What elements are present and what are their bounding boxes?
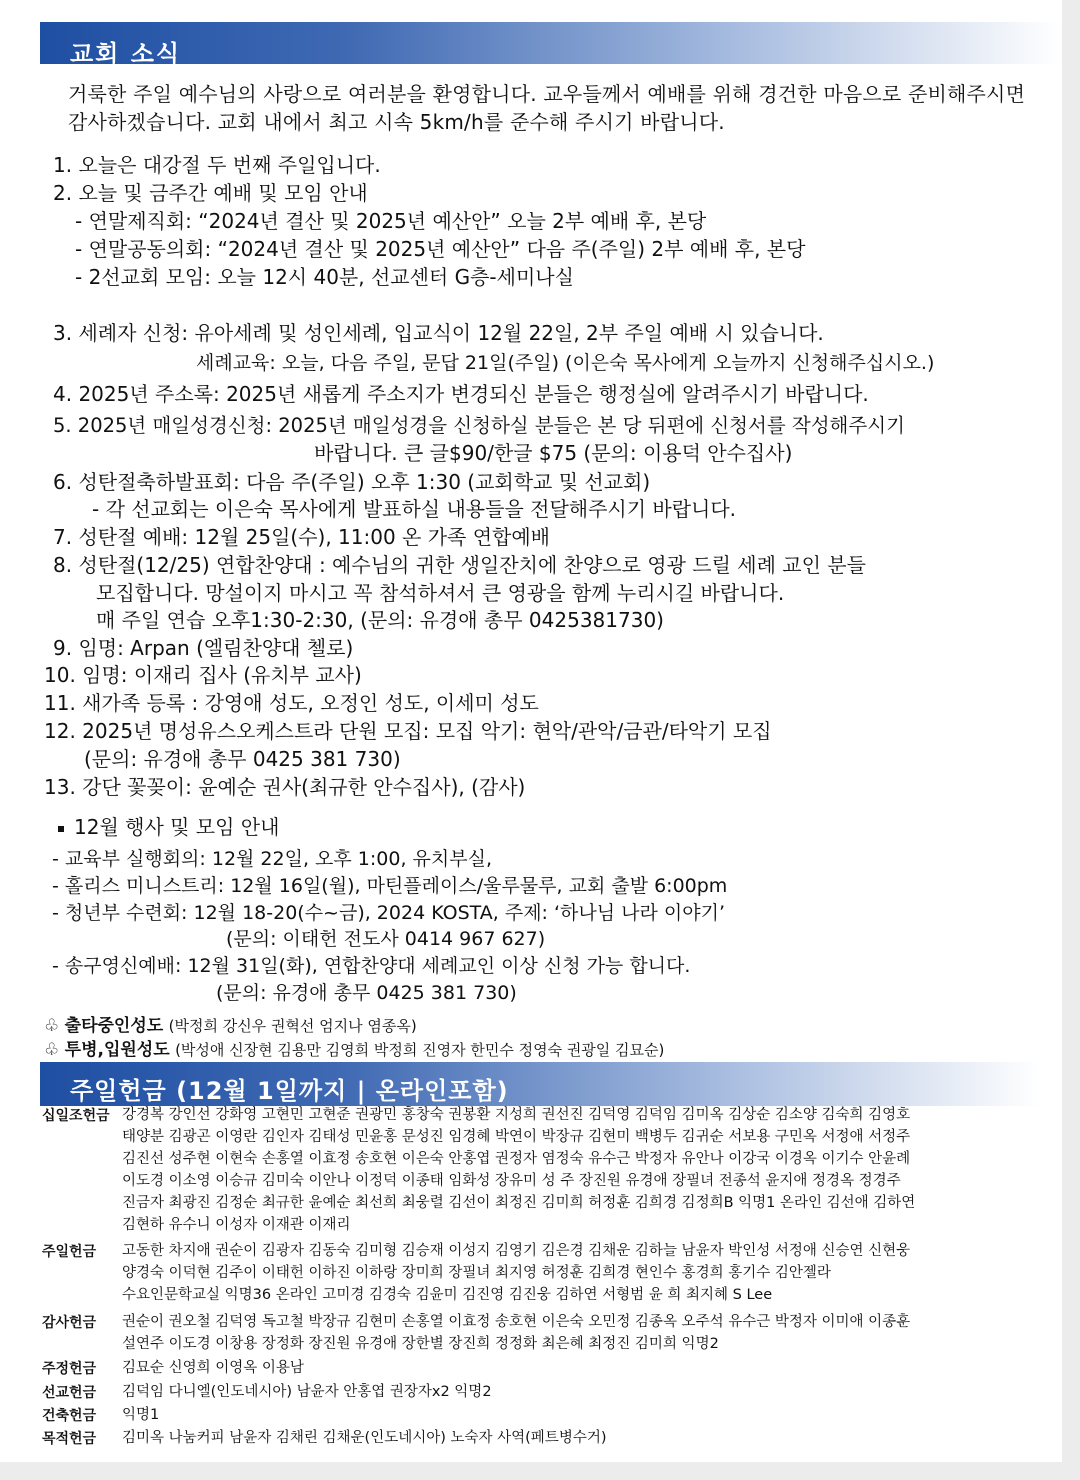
news-item-1: 1. 오늘은 대강절 두 번째 주일입니다. [53,153,381,177]
offering-title: 주일헌금 (12월 1일까지 | 온라인포함) [70,1077,509,1105]
offering-label-tithe: 십일조헌금 [42,1108,110,1124]
offering-names-line: 김진선 성주현 이현숙 손홍열 이효정 송호현 이은숙 안홍엽 권정자 염정숙 유수근 박정자 유안나 이강국 이경옥 이기수 안윤례 [122,1151,911,1167]
offering-names-line: 이도경 이소영 이승규 김미숙 이안나 이정덕 이종태 임화성 장유미 성 주 장진원 유경애 장필녀 전종석 윤지애 정경옥 정경주 [122,1173,901,1189]
offering-names-line: 설연주 이도경 이창용 장정화 장진원 유경애 장한별 장진희 정정화 최은혜 최정진 김미희 익명2 [122,1336,719,1352]
prayer-travel-names: (박정희 강신우 권혁선 엄지나 염종옥) [168,1017,417,1035]
event-4: - 송구영신예배: 12월 31일(화), 연합찬양대 세례교인 이상 신청 가능 합니다. [52,955,691,977]
news-title: 교회 소식 [70,40,182,68]
prayer-travel [44,1013,417,1039]
news-item-10: 10. 임명: 이재리 집사 (유치부 교사) [44,663,362,687]
offering-names-line: 김현하 유수니 이성자 이재관 이재리 [122,1217,351,1233]
square-bullet-icon [58,826,64,832]
offering-names-line: 태양분 김광곤 이영란 김인자 김태성 민윤홍 문성진 임경혜 박연이 박장규 김현미 백병두 김귀순 서보용 구민옥 서정애 서정주 [122,1129,911,1145]
news-item-4: 4. 2025년 주소록: 2025년 새롭게 주소지가 변경되신 분들은 행정실에 알려주시기 바랍니다. [53,382,869,406]
offering-header-banner [40,1062,1040,1106]
news-item-2: 2. 오늘 및 금주간 예배 및 모임 안내 [53,181,368,205]
news-item-13: 13. 강단 꽃꽂이: 윤예순 권사(최규한 안수집사), (감사) [44,775,526,799]
event-1: - 교육부 실행회의: 12월 22일, 오후 1:00, 유치부실, [52,848,492,870]
news-header-banner [40,22,1060,68]
offering-label-fixed: 주정헌금 [42,1361,97,1377]
news-item-5: 5. 2025년 매일성경신청: 2025년 매일성경을 신청하실 분들은 본 당 뒤편에 신청서를 작성해주시기 [53,414,905,437]
news-item-2c: - 2선교회 모임: 오늘 12시 40분, 선교센터 G층-세미나실 [75,265,574,289]
news-item-5-cont: 바랍니다. 큰 글$90/한글 $75 (문의: 이용덕 안수집사) [314,441,793,465]
clover-icon: ♧ [44,1016,60,1036]
offering-names-line: 권순이 권오철 김덕영 독고철 박장규 김현미 손홍열 이효정 송호현 이은숙 오민정 김종옥 오주석 유수근 박정자 이미애 이종훈 [122,1314,911,1330]
clover-icon: ♧ [44,1040,60,1060]
offering-label-building: 건축헌금 [42,1408,97,1424]
news-item-6-cont: - 각 선교회는 이은숙 목사에게 발표하실 내용들을 전달해주시기 바랍니다. [92,497,737,521]
news-item-12-cont: (문의: 유경애 총무 0425 381 730) [84,747,401,771]
news-item-11: 11. 새가족 등록 : 강영애 성도, 오정인 성도, 이세미 성도 [44,691,539,715]
news-item-2b: - 연말공동의회: “2024년 결산 및 2025년 예산안” 다음 주(주일) 2부 예배 후, 본당 [75,237,806,261]
event-4-contact: (문의: 유경애 총무 0425 381 730) [216,982,517,1004]
offering-names-line: 고동한 차지애 권순이 김광자 김동숙 김미형 김승재 이성지 김영기 김은경 김채운 김하늘 남윤자 박인성 서정애 신승연 신현웅 [122,1243,911,1259]
offering-label-mission: 선교헌금 [42,1385,97,1401]
offering-names-line: 김덕임 다니엘(인도네시아) 남윤자 안홍엽 권장자x2 익명2 [122,1384,492,1400]
intro-paragraph: 거룩한 주일 예수님의 사랑으로 여러분을 환영합니다. 교우들께서 예배를 위해 경건한 마음으로 준비해주시면 감사하겠습니다. 교회 내에서 최고 시속 5km/h를 준수해 주시기 바랍니다. [68,82,1026,134]
news-item-3: 3. 세례자 신청: 유아세례 및 성인세례, 입교식이 12월 22일, 2부 주일 예배 시 있습니다. [53,321,824,345]
events-title: 12월 행사 및 모임 안내 [74,815,280,839]
news-item-8-practice: 매 주일 연습 오후1:30-2:30, (문의: 유경애 총무 0425381730) [96,608,664,632]
offering-names-line: 양경숙 이덕현 김주이 이태헌 이하진 이하랑 장미희 장필녀 최지영 허정훈 김희경 현인수 홍경희 홍기수 김안젤라 [122,1265,831,1281]
offering-names-line: 진금자 최광진 김정순 최규한 윤예순 최선희 최웅렬 김선이 최정진 김미희 허정훈 김희경 김정희B 익명1 온라인 김선애 김하연 [122,1195,916,1211]
offering-label-sunday: 주일헌금 [42,1244,97,1260]
events-heading [58,814,279,840]
offering-names-line: 수요인문학교실 익명36 온라인 고미경 김경숙 김윤미 김진영 김진웅 김하연 서형범 윤 희 최지혜 S Lee [122,1287,773,1303]
news-item-9: 9. 임명: Arpan (엘림찬양대 첼로) [53,636,354,660]
news-item-6: 6. 성탄절축하발표회: 다음 주(주일) 오후 1:30 (교회학교 및 선교회) [53,470,651,494]
news-item-2a: - 연말제직회: “2024년 결산 및 2025년 예산안” 오늘 2부 예배 후, 본당 [75,209,707,233]
offering-names-line: 익명1 [122,1407,160,1423]
prayer-travel-label: 출타중인성도 [64,1016,164,1036]
prayer-illness-names: (박성애 신장현 김용만 김영희 박정희 진영자 한민수 정영숙 권광일 김묘순) [175,1041,665,1059]
offering-label-purpose: 목적헌금 [42,1431,97,1447]
news-item-3-education: 세례교육: 오늘, 다음 주일, 문답 21일(주일) (이은숙 목사에게 오늘까지 신청해주십시오.) [196,352,935,374]
news-item-8: 8. 성탄절(12/25) 연합찬양대 : 예수님의 귀한 생일잔치에 찬양으로 영광 드릴 세례 교인 분들 [53,553,866,577]
event-2: - 홀리스 미니스트리: 12월 16일(월), 마틴플레이스/울루물루, 교회 출발 6:00pm [52,875,728,897]
event-3: - 청년부 수련회: 12월 18-20(수~금), 2024 KOSTA, 주제: ‘하나님 나라 이야기’ [52,902,725,924]
offering-names-line: 강경복 강인선 강화영 고현민 고현준 권광민 홍창숙 권봉환 지성희 권선진 김덕영 김덕임 김미옥 김상순 김소양 김숙희 김영호 [122,1107,911,1123]
news-item-8-cont: 모집합니다. 망설이지 마시고 꼭 참석하셔서 큰 영광을 함께 누리시길 바랍니다. [96,581,785,605]
news-item-12: 12. 2025년 명성유스오케스트라 단원 모집: 모집 악기: 현악/관악/금관/타악기 모집 [44,719,772,743]
event-3-contact: (문의: 이태헌 전도사 0414 967 627) [226,928,546,950]
news-item-7: 7. 성탄절 예배: 12월 25일(수), 11:00 온 가족 연합예배 [53,525,550,549]
offering-names-line: 김묘순 신영희 이영옥 이용남 [122,1360,304,1376]
prayer-illness-label: 투병,입원성도 [64,1040,170,1060]
offering-names-line: 김미옥 나눔커피 남윤자 김채린 김채운(인도네시아) 노숙자 사역(페트병수거) [122,1430,607,1446]
prayer-illness [44,1037,664,1063]
offering-label-thanks: 감사헌금 [42,1315,97,1331]
